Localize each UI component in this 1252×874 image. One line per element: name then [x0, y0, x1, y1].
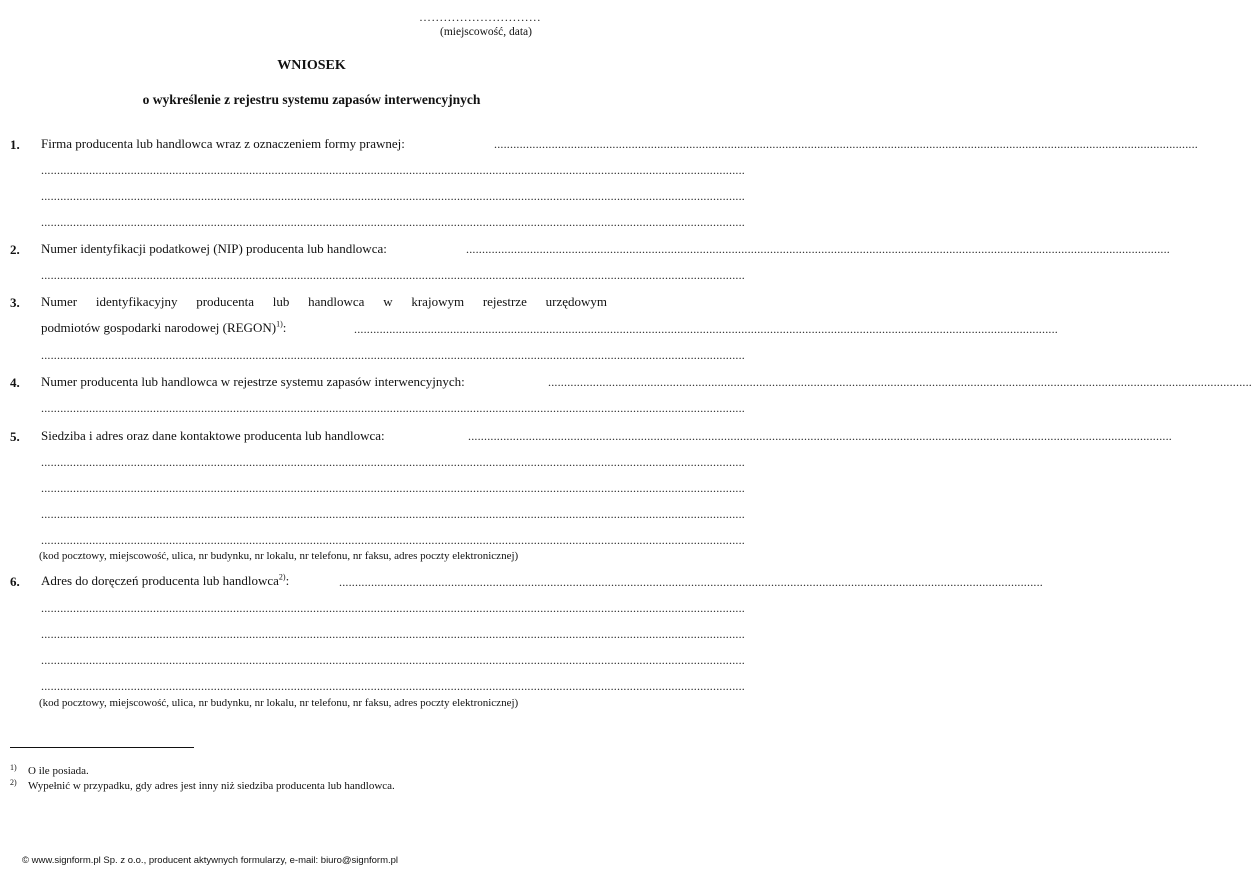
item-4-line-1[interactable]: ............................................................................................................................................................................................................................	[41, 401, 745, 415]
item-6-line-4[interactable]: ............................................................................................................................................................................................................................	[41, 679, 745, 693]
item-2-label: Numer identyfikacji podatkowej (NIP) producenta lub handlowca:	[41, 241, 387, 256]
item-1-label: Firma producenta lub handlowca wraz z oznaczeniem formy prawnej:	[41, 136, 405, 151]
item-5-line-4[interactable]: ............................................................................................................................................................................................................................	[41, 533, 745, 547]
footnote-1-text: O ile posiada.	[28, 765, 89, 777]
item-1-line-3[interactable]: ............................................................................................................................................................................................................................	[41, 215, 745, 229]
item-1-line-1[interactable]: ............................................................................................................................................................................................................................	[41, 163, 745, 177]
item-2-number: 2.	[10, 242, 20, 257]
footnote-ref-1: 1)	[276, 319, 283, 329]
item-6-line-1[interactable]: ............................................................................................................................................................................................................................	[41, 601, 745, 615]
document-title: WNIOSEK	[277, 58, 346, 73]
item-6-hint: (kod pocztowy, miejscowość, ulica, nr budynku, nr lokalu, nr telefonu, nr faksu, adres poczty elektronicznej)	[39, 697, 519, 709]
item-5-fill[interactable]: ............................................................................................................................................................................................................................	[468, 429, 1172, 443]
place-date-label: (miejscowość, data)	[440, 26, 532, 38]
item-2-fill[interactable]: ............................................................................................................................................................................................................................	[466, 242, 1170, 256]
place-date-field[interactable]: …………………………	[419, 10, 541, 24]
footnote-ref-2: 2)	[278, 572, 286, 582]
item-5-number: 5.	[10, 429, 20, 444]
footnote-1-mark: 1)	[10, 763, 17, 772]
footnote-2-text: Wypełnić w przypadku, gdy adres jest inny niż siedziba producenta lub handlowca.	[28, 780, 395, 792]
item-6-label: Adres do doręczeń producenta lub handlowca$^{2)}$:	[41, 572, 290, 588]
item-6-line-2[interactable]: ............................................................................................................................................................................................................................	[41, 627, 745, 641]
item-1-number: 1.	[10, 137, 20, 152]
item-3-fill[interactable]: ............................................................................................................................................................................................................................	[354, 322, 1058, 336]
item-6-number: 6.	[10, 574, 20, 589]
item-5-line-2[interactable]: ............................................................................................................................................................................................................................	[41, 481, 745, 495]
item-5-label: Siedziba i adres oraz dane kontaktowe producenta lub handlowca:	[41, 428, 385, 443]
footnote-2-mark: 2)	[10, 778, 17, 787]
footnote-separator	[10, 747, 194, 748]
item-3-label-line-1: Numer identyfikacyjny producenta lub handlowca w krajowym rejestrze urzędowym	[41, 294, 607, 309]
item-5-hint: (kod pocztowy, miejscowość, ulica, nr budynku, nr lokalu, nr telefonu, nr faksu, adres poczty elektronicznej)	[39, 550, 519, 562]
item-1-fill[interactable]: ............................................................................................................................................................................................................................	[494, 137, 1198, 151]
item-4-label: Numer producenta lub handlowca w rejestrze systemu zapasów interwencyjnych:	[41, 374, 465, 389]
item-6-line-3[interactable]: ............................................................................................................................................................................................................................	[41, 653, 745, 667]
item-2-line-1[interactable]: ............................................................................................................................................................................................................................	[41, 268, 745, 282]
item-5-line-3[interactable]: ............................................................................................................................................................................................................................	[41, 507, 745, 521]
item-1-line-2[interactable]: ............................................................................................................................................................................................................................	[41, 189, 745, 203]
item-6-fill[interactable]: ............................................................................................................................................................................................................................	[339, 575, 1043, 589]
item-4-number: 4.	[10, 375, 20, 390]
item-5-line-1[interactable]: ............................................................................................................................................................................................................................	[41, 455, 745, 469]
footer-copyright: © www.signform.pl Sp. z o.o., producent aktywnych formularzy, e-mail: biuro@signform.pl	[22, 855, 399, 866]
item-4-fill[interactable]: ............................................................................................................................................................................................................................	[548, 375, 1252, 389]
item-3-number: 3.	[10, 295, 20, 310]
item-3-label-line-2: podmiotów gospodarki narodowej (REGON)$^{1)}$:	[41, 319, 287, 335]
item-3-line-1[interactable]: ............................................................................................................................................................................................................................	[41, 348, 745, 362]
document-subtitle: o wykreślenie z rejestru systemu zapasów interwencyjnych	[142, 92, 481, 107]
